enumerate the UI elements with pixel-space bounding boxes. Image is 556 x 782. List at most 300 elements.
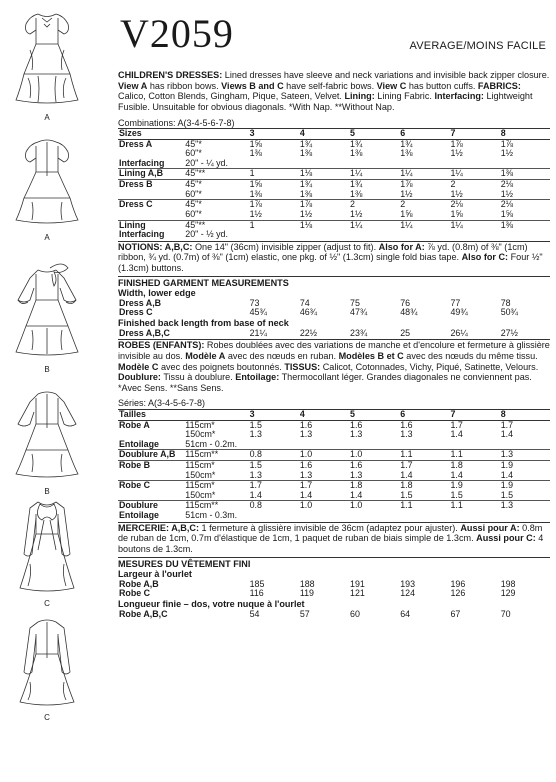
row-value: 1.5 <box>249 460 299 470</box>
size-header-cell: 8 <box>500 409 550 420</box>
fr-length-title: Longueur finie – dos, votre nuque à l'ourlet <box>118 598 305 609</box>
table-row <box>118 190 550 200</box>
measure-row <box>118 299 550 309</box>
dress-c-back-drawing <box>8 612 86 712</box>
french-mercerie <box>118 522 550 555</box>
row-value: 1¾ <box>399 139 449 149</box>
illustration-view-a-back <box>8 128 86 242</box>
measure-value: 75 <box>350 297 360 308</box>
row-value: 1½ <box>500 148 514 159</box>
notions-label: NOTIONS: A,B,C: <box>118 241 193 252</box>
row-value: 1.3 <box>400 429 413 440</box>
row-value: 1.5 <box>400 489 413 500</box>
row-value: 2⅛ <box>500 180 550 190</box>
table-row <box>118 169 550 180</box>
measure-row <box>118 329 550 339</box>
row-width: 45"* <box>184 180 248 190</box>
row-value: 1.6 <box>299 460 349 470</box>
row-width: 115cm* <box>184 481 248 491</box>
row-value: 1½ <box>249 208 262 219</box>
row-value: 1.0 <box>349 501 399 511</box>
row-value: 1½ <box>400 188 413 199</box>
table-row <box>118 471 550 481</box>
measure-name: Dress C <box>119 307 153 318</box>
row-value: 1.3 <box>500 501 550 511</box>
measure-spacer <box>184 329 248 339</box>
mercerie-c-text: 4 boutons de 1.3cm. <box>118 533 544 554</box>
row-value: 1.4 <box>299 489 313 500</box>
row-width: 150cm* <box>185 429 216 440</box>
measure-name: Dress A,B <box>119 297 162 308</box>
row-value: 1¾ <box>299 180 349 190</box>
measure-row <box>118 308 550 318</box>
row-value: 1.9 <box>500 460 550 470</box>
row-value: 1.8 <box>349 481 399 491</box>
dress-a-back-drawing <box>8 128 86 232</box>
measure-value: 50¾ <box>500 307 518 318</box>
view-a-label: View A <box>118 80 148 91</box>
pattern-envelope-content <box>118 70 550 619</box>
measure-name: Robe A,B <box>119 578 159 589</box>
illustration-view-c-front <box>8 494 86 608</box>
view-bc-label: Views B and C <box>221 80 284 91</box>
lining-text: Lining Fabric. <box>374 91 435 102</box>
fr-width-title: Largeur à l'ourlet <box>118 569 192 580</box>
fr-model-bc-text: avec des nœuds du même tissu. <box>403 350 538 361</box>
row-value: 1.0 <box>349 450 399 461</box>
row-value: 0.8 <box>249 501 299 511</box>
view-c-label: View C <box>376 80 407 91</box>
table-row <box>118 210 550 220</box>
english-yardage-table <box>118 128 550 240</box>
measure-spacer <box>184 308 248 318</box>
mercerie-c-label: Aussi pour C: <box>476 533 536 544</box>
measure-value: 57 <box>299 608 310 619</box>
size-header-cell: 4 <box>299 409 349 420</box>
row-value: 1.3 <box>350 429 363 440</box>
table-row <box>118 180 550 190</box>
size-header-cell: 5 <box>349 129 399 140</box>
row-value: 1 <box>249 220 299 230</box>
row-width: 115cm** <box>184 450 248 461</box>
measure-spacer <box>184 589 248 599</box>
row-value: 1⅝ <box>450 208 463 219</box>
row-value: 1⅜ <box>249 188 262 199</box>
measure-value: 25 <box>400 327 411 338</box>
english-notions <box>118 241 550 274</box>
row-width: 45"* <box>184 200 248 210</box>
measure-value: 198 <box>500 578 516 589</box>
table-row <box>118 200 550 210</box>
row-value: 1⅞ <box>500 139 550 149</box>
row-value: 1.5 <box>450 489 463 500</box>
row-value: 2 <box>399 200 449 210</box>
mercerie-label: MERCERIE: A,B,C: <box>118 522 199 533</box>
row-value: 1⅝ <box>400 208 413 219</box>
english-length-table <box>118 329 550 339</box>
row-value: 2 <box>449 180 499 190</box>
size-header-cell: 3 <box>249 409 299 420</box>
notions-a-text: ⅞ yd. (0.8m) of ⅜" (1cm) ribbon, ¾ yd. (0.7m) of ⅜" (1cm) elastic, one pkg. of ½" (1.3cm) single fold bias tape. <box>118 241 528 263</box>
row-value: 1¾ <box>349 139 399 149</box>
row-value: 1.0 <box>299 450 349 461</box>
row-value: 1⅜ <box>400 148 413 159</box>
row-value: 1.4 <box>450 469 463 480</box>
measure-value: 45¾ <box>249 307 267 318</box>
measure-value: 119 <box>299 588 314 599</box>
pattern-number: V2059 <box>120 11 234 56</box>
combinations-line: Combinations: A(3-4-5-6-7-8) <box>118 117 235 128</box>
view-c-text: has button cuffs. <box>406 80 478 91</box>
row-value: 1¼ <box>349 220 399 230</box>
measure-value: 60 <box>350 608 360 619</box>
row-value: 1.7 <box>399 460 449 470</box>
illustration-label: A <box>44 233 50 242</box>
table-row <box>118 501 550 511</box>
measure-value: 193 <box>400 578 416 589</box>
row-value: 1.8 <box>449 460 499 470</box>
measure-value: 76 <box>400 297 411 308</box>
row-value: 0.8 <box>249 450 299 461</box>
measure-value: 67 <box>450 608 461 619</box>
measure-spacer <box>184 610 248 620</box>
illustration-label: B <box>44 365 50 374</box>
row-value: 1¾ <box>349 180 399 190</box>
notions-c-label: Also for C: <box>461 252 509 263</box>
row-value: 1.3 <box>500 450 550 461</box>
row-width: 45"** <box>184 169 248 180</box>
size-header-cell: 7 <box>449 409 499 420</box>
notions-a-label: Also for A: <box>378 241 425 252</box>
row-value: 1.4 <box>249 489 262 500</box>
illustration-view-b-front <box>8 258 86 374</box>
row-value: 2⅛ <box>500 200 550 210</box>
row-width: 45"** <box>184 220 248 230</box>
fr-model-bc-label: Modèles B et C <box>338 350 404 361</box>
row-value: 1.7 <box>249 481 299 491</box>
row-width: 45"* <box>184 139 248 149</box>
row-width: 20" - ½ yd. <box>185 229 228 240</box>
illustration-view-c-back <box>8 612 86 722</box>
row-width: 51cm - 0.3m. <box>185 510 238 521</box>
row-value: 1.6 <box>299 420 349 430</box>
table-row <box>118 220 550 230</box>
measure-name: Robe C <box>119 588 151 599</box>
size-header-row <box>118 129 550 140</box>
notions-text: One 14" (36cm) invisible zipper (adjust to fit). <box>192 241 379 252</box>
row-value: 1⅜ <box>249 148 262 159</box>
row-name <box>118 190 184 200</box>
table-row <box>118 420 550 430</box>
english-width-table <box>118 299 550 318</box>
measure-value: 49¾ <box>450 307 468 318</box>
measure-value: 23¾ <box>350 327 368 338</box>
fr-doublure-label: Doublure: <box>118 372 161 383</box>
row-value: 1⅝ <box>500 208 514 219</box>
row-value: 1.0 <box>299 501 349 511</box>
row-width: 115cm* <box>184 460 248 470</box>
illustration-view-b-back <box>8 380 86 496</box>
row-name: Lining A,B <box>118 169 184 180</box>
measure-value: 126 <box>450 588 466 599</box>
table-row <box>118 430 550 440</box>
row-value: 1.3 <box>249 429 262 440</box>
measure-value: 191 <box>350 578 365 589</box>
measure-name: Dress A,B,C <box>119 327 170 338</box>
row-value: 1.9 <box>449 481 499 491</box>
row-value: 1½ <box>450 148 463 159</box>
row-value: 1⅛ <box>299 169 349 180</box>
interfacing-text: Lightweight Fusible. Unsuitable for obvious diagonals. *With Nap. **Without Nap. <box>118 91 533 112</box>
illustration-label: C <box>44 713 50 722</box>
row-name: Robe A <box>118 420 184 430</box>
measure-row <box>118 580 550 590</box>
measure-value: 54 <box>249 608 260 619</box>
table-row <box>118 450 550 461</box>
measure-value: 46¾ <box>299 307 318 318</box>
fr-desc-title: ROBES (ENFANTS): <box>118 340 205 351</box>
size-header-row <box>118 409 550 420</box>
table-row <box>118 481 550 491</box>
row-value: 1.7 <box>449 420 499 430</box>
measure-value: 27½ <box>500 327 518 338</box>
width-lower-edge-title: Width, lower edge <box>118 288 196 299</box>
french-description <box>118 339 550 393</box>
row-value: 1.5 <box>500 489 514 500</box>
fr-finished-title: MESURES DU VÊTEMENT FINI <box>118 557 550 570</box>
row-value: 1.7 <box>500 420 550 430</box>
row-value: 1⅜ <box>500 220 550 230</box>
row-value: 1.1 <box>449 450 499 461</box>
row-value: 1¾ <box>299 139 349 149</box>
fr-entoilage-text: Thermocollant léger. Grandes diagonales ne conviennent pas. *Avec Sens. **Sans Sens. <box>118 372 532 393</box>
size-header-cell: 3 <box>249 129 299 140</box>
size-header-cell: 6 <box>399 129 449 140</box>
table-row <box>118 159 550 169</box>
size-header-spacer <box>184 129 248 140</box>
measure-value: 124 <box>400 588 416 599</box>
fr-model-c-label: Modèle C <box>118 361 159 372</box>
table-row <box>118 440 550 450</box>
table-row <box>118 491 550 501</box>
row-name: Robe B <box>118 460 184 470</box>
size-header-cell: 7 <box>449 129 499 140</box>
mercerie-a-label: Aussi pour A: <box>460 522 520 533</box>
row-value: 1 <box>249 169 299 180</box>
size-header-cell: 5 <box>349 409 399 420</box>
row-value: 2 <box>349 200 399 210</box>
row-value: 1⅞ <box>249 200 299 210</box>
row-value: 1¼ <box>399 220 449 230</box>
series-line: Séries: A(3-4-5-6-7-8) <box>118 398 206 409</box>
row-name: Interfacing <box>119 157 165 168</box>
row-value: 1⅜ <box>350 148 363 159</box>
row-name: Interfacing <box>119 229 165 240</box>
measure-spacer <box>184 299 248 309</box>
row-name <box>118 210 184 220</box>
measure-value: 21¼ <box>249 327 267 338</box>
measure-value: 121 <box>350 588 365 599</box>
illustrations-column <box>0 0 100 782</box>
fr-tissus-text: Calicot, Cotonnades, Vichy, Piqué, Satinette, Velours. <box>320 361 539 372</box>
row-name: Robe C <box>118 481 184 491</box>
row-value: 1⅝ <box>249 180 299 190</box>
measure-name: Robe A,B,C <box>119 608 168 619</box>
size-header-cell: 6 <box>399 409 449 420</box>
table-row <box>118 149 550 159</box>
row-value: 1.8 <box>399 481 449 491</box>
fr-model-a-label: Modèle A <box>185 350 226 361</box>
mercerie-a-text: 0.8m de ruban de 1cm, 0.7m d'élastique de 1cm, 1 paquet de ruban de biais simple de 1.3cm. <box>118 522 543 544</box>
illustration-label: A <box>44 113 50 122</box>
row-value: 1.4 <box>400 469 413 480</box>
row-width: 150cm* <box>185 489 216 500</box>
row-value: 1.1 <box>399 450 449 461</box>
row-value: 1½ <box>500 188 514 199</box>
table-row <box>118 511 550 521</box>
row-value: 1⅜ <box>500 169 550 180</box>
row-value: 1.3 <box>249 469 262 480</box>
row-width: 20" - ¼ yd. <box>185 157 228 168</box>
view-a-text: has ribbon bows. <box>147 80 222 91</box>
row-name: Dress A <box>118 139 184 149</box>
row-name <box>118 491 184 501</box>
row-width: 60"* <box>185 148 202 159</box>
row-name: Dress B <box>118 180 184 190</box>
row-value: 1⅜ <box>299 188 313 199</box>
fr-doublure-text: Tissu à doublure. <box>160 372 236 383</box>
row-value: 1.3 <box>350 469 363 480</box>
measure-value: 77 <box>450 297 461 308</box>
measure-value: 73 <box>249 297 260 308</box>
measure-value: 22½ <box>299 327 318 338</box>
measure-value: 26¼ <box>450 327 468 338</box>
table-row <box>118 139 550 149</box>
mercerie-text: 1 fermeture à glissière invisible de 36cm (adaptez pour ajuster). <box>199 522 461 533</box>
row-value: 1.4 <box>350 489 363 500</box>
row-value: 1½ <box>450 188 463 199</box>
dress-c-front-drawing <box>8 494 86 598</box>
finished-length-title: Finished back length from base of neck <box>118 318 289 329</box>
row-name: Lining <box>118 220 184 230</box>
desc-text: Lined dresses have sleeve and neck variations and invisible back zipper closure. <box>222 70 550 80</box>
measure-row <box>118 610 550 620</box>
fabrics-text: Calico, Cotton Blends, Gingham, Pique, Sateen, Velvet. <box>118 91 345 102</box>
row-value: 1⅞ <box>449 139 499 149</box>
row-width: 51cm - 0.2m. <box>185 438 238 449</box>
row-width: 60"* <box>185 188 202 199</box>
measure-value: 70 <box>500 608 511 619</box>
row-width: 150cm* <box>185 469 216 480</box>
dress-b-back-drawing <box>8 380 86 486</box>
row-name: Doublure <box>118 501 184 511</box>
measure-value: 129 <box>500 588 516 599</box>
row-width: 60"* <box>185 208 202 219</box>
row-name: Entoilage <box>119 438 159 449</box>
row-width: 115cm* <box>184 420 248 430</box>
illustration-label: C <box>44 599 50 608</box>
measure-value: 188 <box>299 578 315 589</box>
table-row <box>118 460 550 470</box>
fr-model-a-text: avec des nœuds en ruban. <box>225 350 339 361</box>
row-value: 2⅛ <box>449 200 499 210</box>
measure-value: 74 <box>299 297 310 308</box>
french-length-table <box>118 610 550 620</box>
row-value: 1¼ <box>449 220 499 230</box>
row-value: 1⅞ <box>399 180 449 190</box>
illustration-label: B <box>44 487 50 496</box>
row-value: 1⅝ <box>249 139 299 149</box>
row-value: 1⅜ <box>299 148 313 159</box>
measure-value: 185 <box>249 578 265 589</box>
size-header-cell: 8 <box>500 129 550 140</box>
row-value: 1⅛ <box>299 220 349 230</box>
row-width: 115cm** <box>184 501 248 511</box>
dress-a-front-drawing <box>8 4 86 112</box>
row-name <box>118 471 184 481</box>
row-value: 1½ <box>350 208 363 219</box>
row-name: Dress C <box>118 200 184 210</box>
row-value: 1¼ <box>449 169 499 180</box>
french-width-table <box>118 580 550 599</box>
fr-desc-text: Robes doublées avec des variations de manche et d'encolure et fermeture à glissière invisible au dos. <box>118 340 550 361</box>
measure-value: 48¾ <box>400 307 418 318</box>
fabrics-label: FABRICS: <box>477 80 521 91</box>
row-value: 1.5 <box>249 420 299 430</box>
measure-value: 78 <box>500 297 511 308</box>
dress-b-front-drawing <box>8 258 86 364</box>
row-value: 1.4 <box>500 429 514 440</box>
english-description <box>118 70 550 113</box>
size-header-label: Tailles <box>118 409 184 420</box>
table-row <box>118 230 550 240</box>
row-value: 1.4 <box>450 429 463 440</box>
row-value: 1.3 <box>299 469 313 480</box>
view-bc-text: have self-fabric bows. <box>283 80 377 91</box>
finished-measurements-title: FINISHED GARMENT MEASUREMENTS <box>118 276 550 289</box>
row-value: 1.3 <box>299 429 313 440</box>
french-metrage-table <box>118 409 550 521</box>
measure-row <box>118 589 550 599</box>
measure-spacer <box>184 580 248 590</box>
row-value: 1.6 <box>399 420 449 430</box>
row-value: 1⅞ <box>299 200 349 210</box>
size-header-label: Sizes <box>118 129 184 140</box>
row-name: Entoilage <box>119 510 159 521</box>
measure-value: 196 <box>450 578 466 589</box>
interfacing-label: Interfacing: <box>434 91 484 102</box>
measure-value: 64 <box>400 608 411 619</box>
measure-value: 116 <box>249 588 264 599</box>
row-value: 1.6 <box>349 460 399 470</box>
size-header-cell: 4 <box>299 129 349 140</box>
row-value: 1¼ <box>399 169 449 180</box>
fr-entoilage-label: Entoilage: <box>235 372 280 383</box>
fr-tissus-label: TISSUS: <box>284 361 321 372</box>
row-value: 1.9 <box>500 481 550 491</box>
measure-value: 47¾ <box>350 307 368 318</box>
desc-title: CHILDREN'S DRESSES: <box>118 70 223 80</box>
row-value: 1.6 <box>349 420 399 430</box>
row-value: 1½ <box>299 208 313 219</box>
row-value: 1.1 <box>399 501 449 511</box>
row-value: 1.1 <box>449 501 499 511</box>
row-value: 1¼ <box>349 169 399 180</box>
row-value: 1.4 <box>500 469 514 480</box>
difficulty-label: AVERAGE/MOINS FACILE <box>409 40 546 52</box>
row-value: 1.7 <box>299 481 349 491</box>
row-value: 1⅜ <box>350 188 363 199</box>
